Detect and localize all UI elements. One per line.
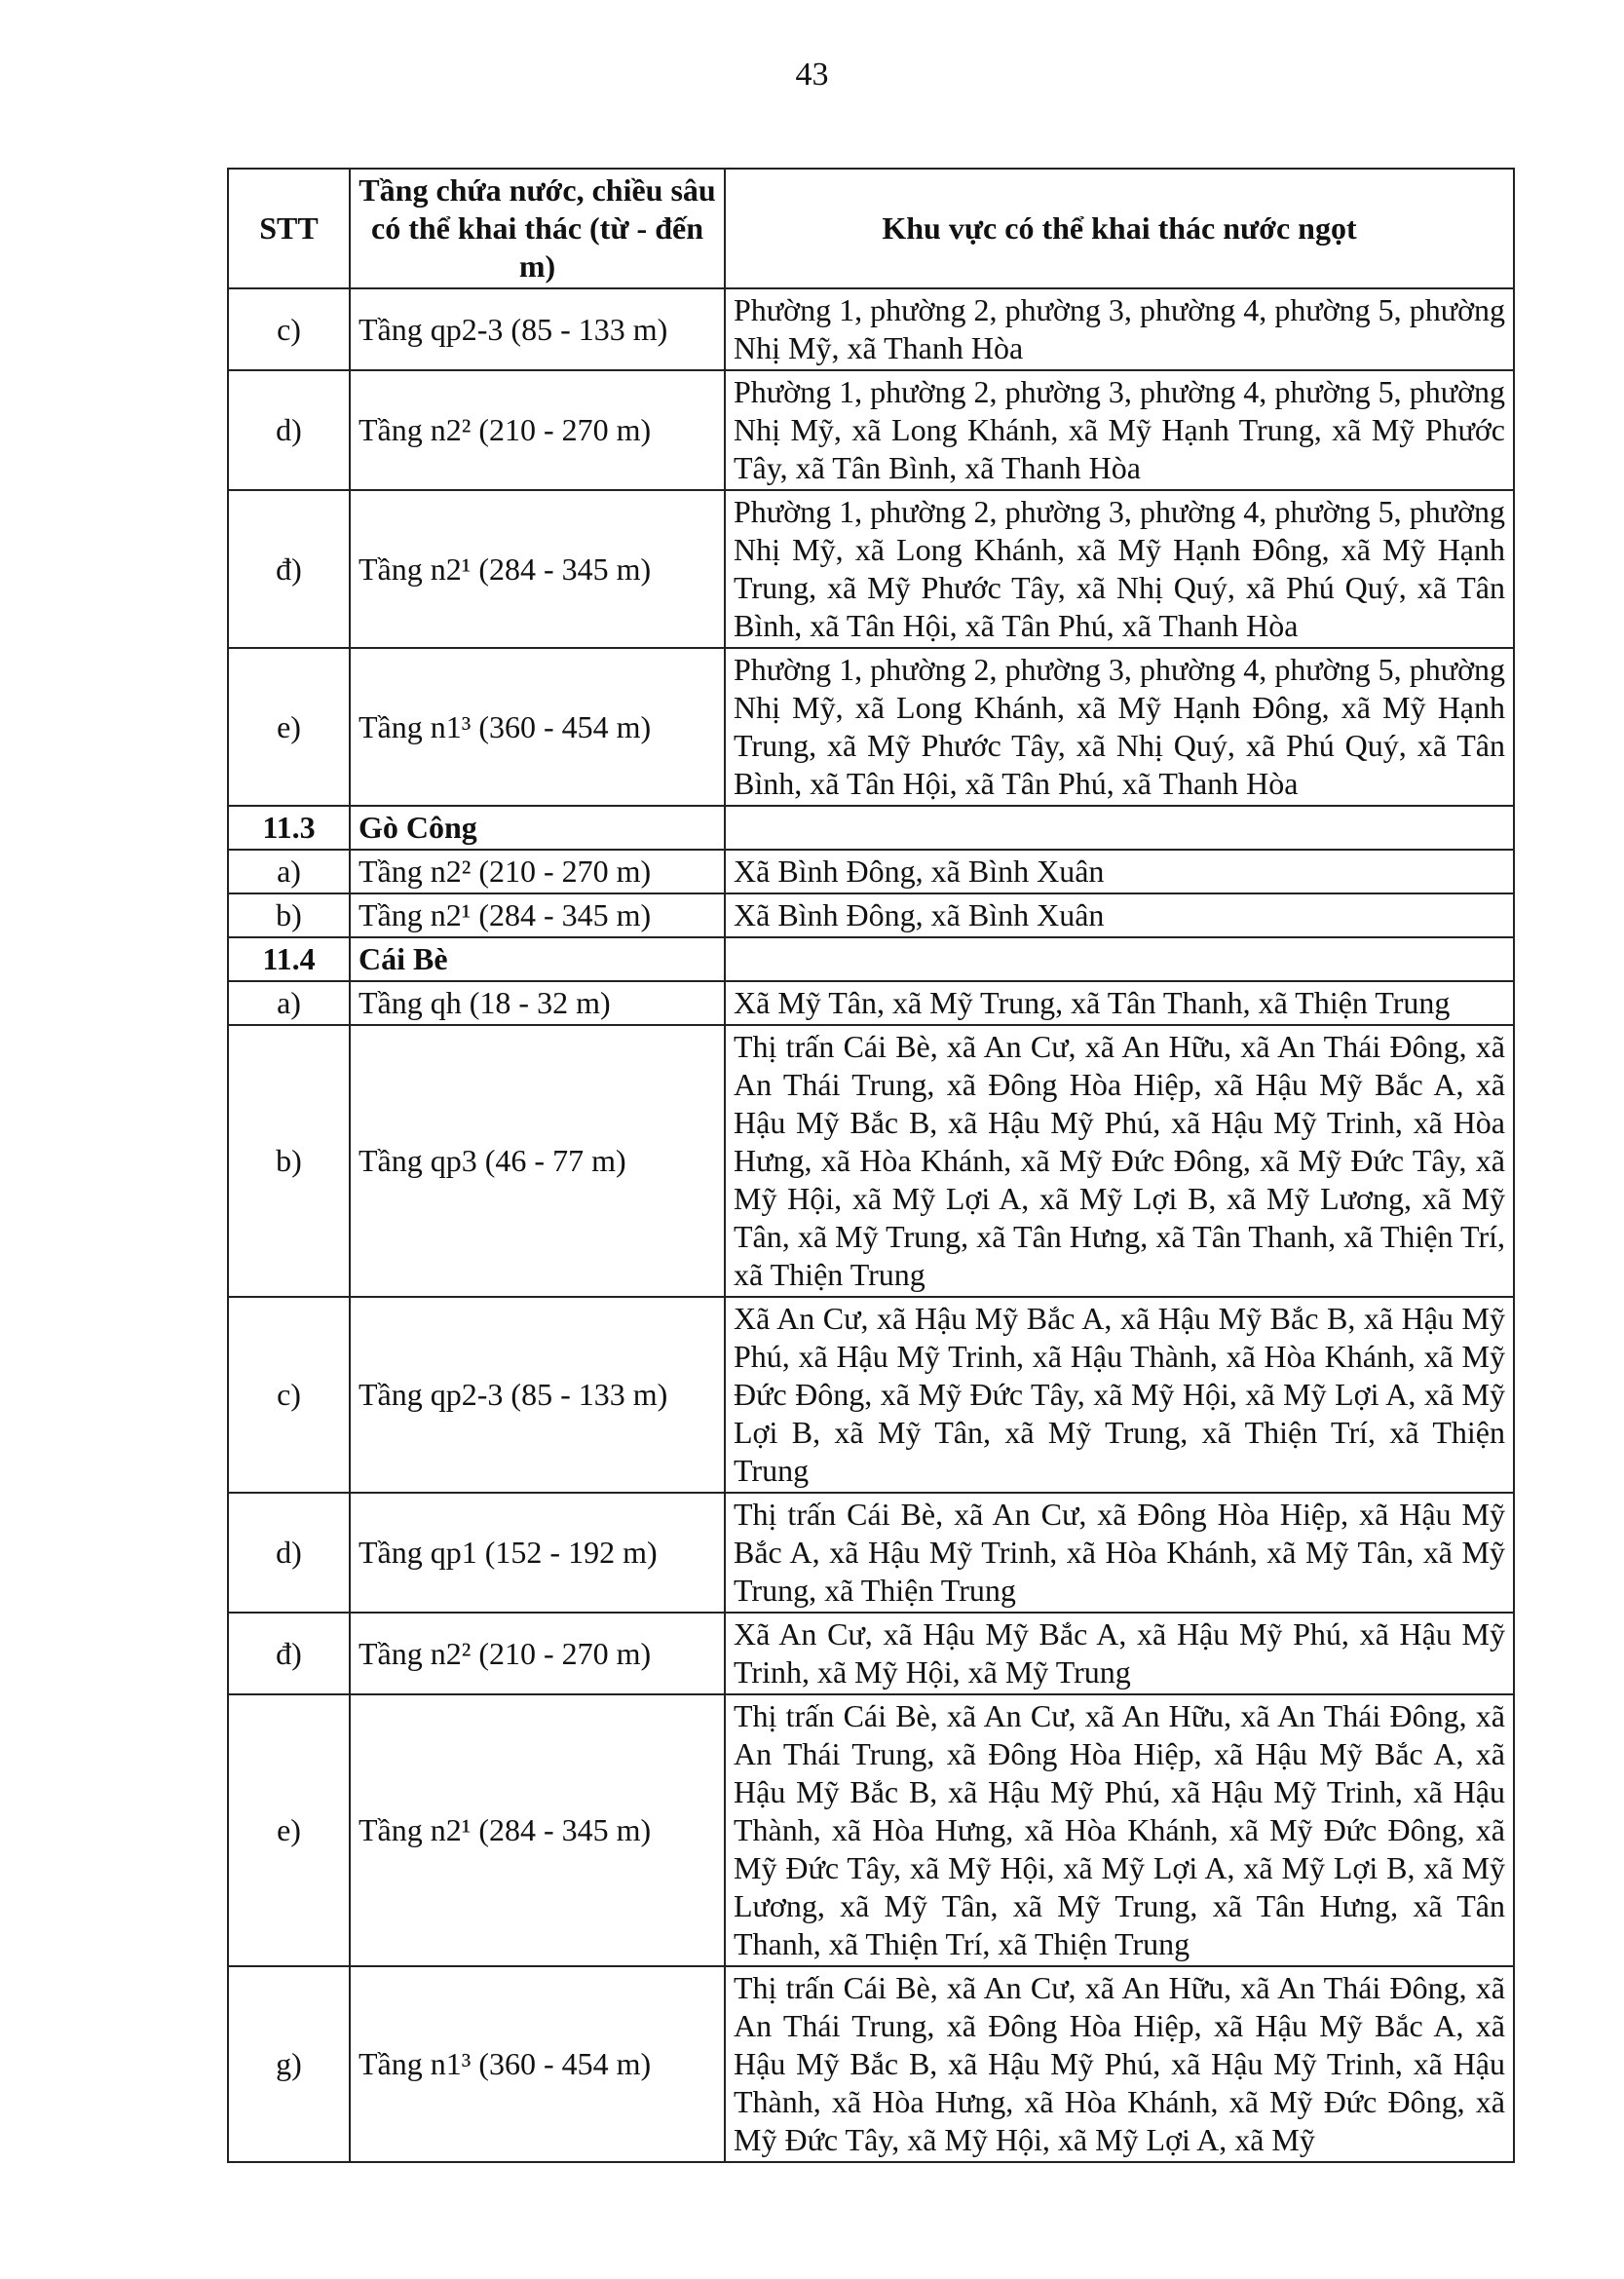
table-row — [228, 1613, 1514, 1694]
area-cell: Xã Bình Đông, xã Bình Xuân — [725, 850, 1514, 893]
layer-cell: Tầng qh (18 - 32 m) — [350, 981, 725, 1025]
stt-cell: e) — [228, 1694, 350, 1966]
stt-cell: e) — [228, 648, 350, 806]
layer-cell: Tầng qp3 (46 - 77 m) — [350, 1025, 725, 1297]
area-cell: Thị trấn Cái Bè, xã An Cư, xã An Hữu, xã An Thái Đông, xã An Thái Trung, xã Đông Hòa Hiệp, xã Hậu Mỹ Bắc A, xã Hậu Mỹ Bắc B, xã Hậu Mỹ Phú, xã Hậu Mỹ Trinh, xã Hậu Thành, xã Hòa Hưng, xã Hòa Khánh, xã Mỹ Đức Đông, xã Mỹ Đức Tây, xã Mỹ Hội, xã Mỹ Lợi A, xã Mỹ Lợi B, xã Mỹ Lương, xã Mỹ Tân, xã Mỹ Trung, xã Tân Hưng, xã Tân Thanh, xã Thiện Trí, xã Thiện Trung — [725, 1694, 1514, 1966]
table-row — [228, 288, 1514, 370]
layer-cell: Tầng n1³ (360 - 454 m) — [350, 648, 725, 806]
table-body — [228, 288, 1514, 2162]
table-row — [228, 370, 1514, 490]
layer-cell: Tầng qp1 (152 - 192 m) — [350, 1493, 725, 1613]
area-cell: Xã Bình Đông, xã Bình Xuân — [725, 893, 1514, 937]
layer-cell: Tầng n2¹ (284 - 345 m) — [350, 1694, 725, 1966]
area-cell: Thị trấn Cái Bè, xã An Cư, xã Đông Hòa Hiệp, xã Hậu Mỹ Bắc A, xã Hậu Mỹ Trinh, xã Hòa Khánh, xã Mỹ Tân, xã Mỹ Trung, xã Thiện Trung — [725, 1493, 1514, 1613]
table-row — [228, 1025, 1514, 1297]
area-cell: Xã An Cư, xã Hậu Mỹ Bắc A, xã Hậu Mỹ Bắc B, xã Hậu Mỹ Phú, xã Hậu Mỹ Trinh, xã Hậu Thành, xã Hòa Khánh, xã Mỹ Đức Đông, xã Mỹ Đức Tây, xã Mỹ Hội, xã Mỹ Lợi A, xã Mỹ Lợi B, xã Mỹ Tân, xã Mỹ Trung, xã Thiện Trí, xã Thiện Trung — [725, 1297, 1514, 1493]
layer-cell: Cái Bè — [350, 937, 725, 981]
table-row — [228, 1966, 1514, 2162]
area-cell: Xã An Cư, xã Hậu Mỹ Bắc A, xã Hậu Mỹ Phú, xã Hậu Mỹ Trinh, xã Mỹ Hội, xã Mỹ Trung — [725, 1613, 1514, 1694]
header-layer: Tầng chứa nước, chiều sâu có thể khai thác (từ - đến m) — [350, 169, 725, 288]
stt-cell: a) — [228, 981, 350, 1025]
section-row — [228, 806, 1514, 850]
stt-cell: g) — [228, 1966, 350, 2162]
table-row — [228, 850, 1514, 893]
layer-cell: Tầng n2¹ (284 - 345 m) — [350, 893, 725, 937]
stt-cell: d) — [228, 1493, 350, 1613]
stt-cell: 11.4 — [228, 937, 350, 981]
stt-cell: c) — [228, 288, 350, 370]
table-row — [228, 1297, 1514, 1493]
layer-cell: Tầng n2¹ (284 - 345 m) — [350, 490, 725, 648]
stt-cell: đ) — [228, 490, 350, 648]
layer-cell: Tầng n2² (210 - 270 m) — [350, 370, 725, 490]
layer-cell: Tầng qp2-3 (85 - 133 m) — [350, 1297, 725, 1493]
table-row — [228, 981, 1514, 1025]
stt-cell: a) — [228, 850, 350, 893]
area-cell: Xã Mỹ Tân, xã Mỹ Trung, xã Tân Thanh, xã Thiện Trung — [725, 981, 1514, 1025]
area-cell: Thị trấn Cái Bè, xã An Cư, xã An Hữu, xã An Thái Đông, xã An Thái Trung, xã Đông Hòa Hiệp, xã Hậu Mỹ Bắc A, xã Hậu Mỹ Bắc B, xã Hậu Mỹ Phú, xã Hậu Mỹ Trinh, xã Hòa Hưng, xã Hòa Khánh, xã Mỹ Đức Đông, xã Mỹ Đức Tây, xã Mỹ Hội, xã Mỹ Lợi A, xã Mỹ Lợi B, xã Mỹ Lương, xã Mỹ Tân, xã Mỹ Trung, xã Tân Hưng, xã Tân Thanh, xã Thiện Trí, xã Thiện Trung — [725, 1025, 1514, 1297]
layer-cell: Tầng n2² (210 - 270 m) — [350, 850, 725, 893]
table-row — [228, 648, 1514, 806]
table-header-row — [228, 169, 1514, 288]
table-row — [228, 1493, 1514, 1613]
aquifer-table — [227, 168, 1515, 2163]
header-stt: STT — [228, 169, 350, 288]
page-number: 43 — [795, 57, 829, 93]
layer-cell: Tầng qp2-3 (85 - 133 m) — [350, 288, 725, 370]
layer-cell: Gò Công — [350, 806, 725, 850]
stt-cell: 11.3 — [228, 806, 350, 850]
table-row — [228, 1694, 1514, 1966]
section-row — [228, 937, 1514, 981]
header-area: Khu vực có thể khai thác nước ngọt — [725, 169, 1514, 288]
stt-cell: d) — [228, 370, 350, 490]
stt-cell: đ) — [228, 1613, 350, 1694]
area-cell: Phường 1, phường 2, phường 3, phường 4, phường 5, phường Nhị Mỹ, xã Long Khánh, xã Mỹ Hạnh Trung, xã Mỹ Phước Tây, xã Tân Bình, xã Thanh Hòa — [725, 370, 1514, 490]
area-cell — [725, 806, 1514, 850]
table-row — [228, 490, 1514, 648]
layer-cell: Tầng n2² (210 - 270 m) — [350, 1613, 725, 1694]
area-cell: Phường 1, phường 2, phường 3, phường 4, phường 5, phường Nhị Mỹ, xã Long Khánh, xã Mỹ Hạnh Đông, xã Mỹ Hạnh Trung, xã Mỹ Phước Tây, xã Nhị Quý, xã Phú Quý, xã Tân Bình, xã Tân Hội, xã Tân Phú, xã Thanh Hòa — [725, 490, 1514, 648]
area-cell: Thị trấn Cái Bè, xã An Cư, xã An Hữu, xã An Thái Đông, xã An Thái Trung, xã Đông Hòa Hiệp, xã Hậu Mỹ Bắc A, xã Hậu Mỹ Bắc B, xã Hậu Mỹ Phú, xã Hậu Mỹ Trinh, xã Hậu Thành, xã Hòa Hưng, xã Hòa Khánh, xã Mỹ Đức Đông, xã Mỹ Đức Tây, xã Mỹ Hội, xã Mỹ Lợi A, xã Mỹ — [725, 1966, 1514, 2162]
area-cell — [725, 937, 1514, 981]
table-row — [228, 893, 1514, 937]
stt-cell: b) — [228, 1025, 350, 1297]
stt-cell: b) — [228, 893, 350, 937]
area-cell: Phường 1, phường 2, phường 3, phường 4, phường 5, phường Nhị Mỹ, xã Thanh Hòa — [725, 288, 1514, 370]
area-cell: Phường 1, phường 2, phường 3, phường 4, phường 5, phường Nhị Mỹ, xã Long Khánh, xã Mỹ Hạnh Đông, xã Mỹ Hạnh Trung, xã Mỹ Phước Tây, xã Nhị Quý, xã Phú Quý, xã Tân Bình, xã Tân Hội, xã Tân Phú, xã Thanh Hòa — [725, 648, 1514, 806]
stt-cell: c) — [228, 1297, 350, 1493]
layer-cell: Tầng n1³ (360 - 454 m) — [350, 1966, 725, 2162]
